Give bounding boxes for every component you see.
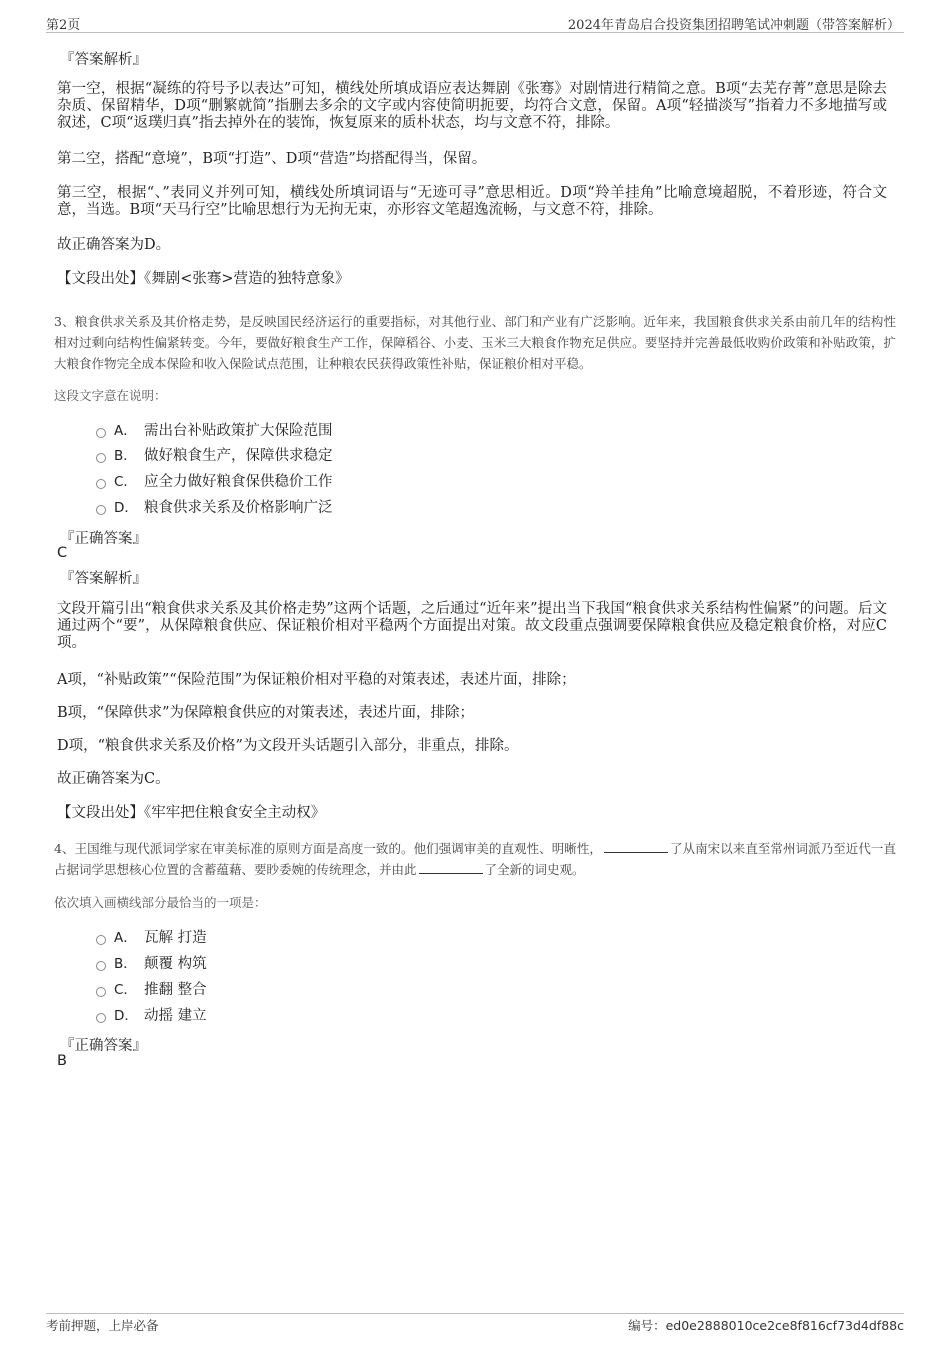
q3-analysis-paragraph-3: B项，“保障供求”为保障粮食供应的对策表述，表述片面，排除； [57,705,474,721]
footer-slogan: 考前押题，上岸必备 [46,1318,159,1333]
q4-text-part-1: 4、王国维与现代派词学家在审美标准的原则方面是高度一致的。他们强调审美的直观性、明晰性， [54,841,602,856]
q3-analysis-paragraph-4: D项，“粮食供求关系及价格”为文段开头话题引入部分，非重点，排除。 [57,738,519,754]
q3-option-c[interactable] [96,472,333,492]
fill-blank-1 [604,840,668,853]
q3-option-d[interactable] [96,498,333,518]
option-text: 瓦解 打造 [144,930,207,946]
radio-icon[interactable] [96,961,106,971]
q2-analysis-label: 『答案解析』 [60,52,147,68]
option-key: A． [114,930,137,946]
radio-icon[interactable] [96,1013,106,1023]
radio-icon[interactable] [96,935,106,945]
option-text: 做好粮食生产，保障供求稳定 [144,448,333,464]
q2-analysis-paragraph-1: 第一空，根据“凝练的符号予以表达”可知，横线处所填成语应表达舞剧《张骞》对剧情进行精简之意。B项“去芜存菁”意思是除去杂质、保留精华，D项“删繁就简”指删去多余的文字或内容使简明扼要，均符合文意，保留。A项“轻描淡写”指着力不多地描写或叙述，C项“返璞归真”指去掉外在的装饰，恢复原来的质朴状态，均与文意不符，排除。 [57,81,887,131]
fill-blank-2 [419,861,483,874]
option-key: D． [114,1008,138,1024]
q3-question-text: 3、粮食供求关系及其价格走势，是反映国民经济运行的重要指标，对其他行业、部门和产业有广泛影响。近年来，我国粮食供求关系由前几年的结构性相对过剩向结构性偏紧转变。今年，要做好粮食生产工作，保障稻谷、小麦、玉米三大粮食作物充足供应。要坚持并完善最低收购价政策和补贴政策，扩大粮食作物完全成本保险和收入保险试点范围，让种粮农民获得政策性补贴，保证粮价相对平稳。 [54,314,896,371]
q4-answer-label: 『正确答案』 [60,1038,147,1054]
radio-icon[interactable] [96,505,106,515]
page-number: 第2页 [46,18,81,33]
q4-prompt: 依次填入画横线部分最恰当的一项是： [54,895,267,910]
q2-analysis-paragraph-2: 第二空，搭配“意境”，B项“打造”、D项“营造”均搭配得当，保留。 [57,151,487,167]
option-key: B． [114,956,137,972]
document-id: 编号：ed0e2888010ce2ce8f816cf73d4df88c [628,1318,904,1333]
radio-icon[interactable] [96,987,106,997]
q4-text-part-2: 了从南宋以来直至常州词派乃至近代一直占据词学思想核心位置的含蓄蕴藉、要眇委婉的传统理念，并由此 [54,841,896,877]
option-key: C． [114,982,137,998]
q3-answer-label: 『正确答案』 [60,531,147,547]
option-text: 粮食供求关系及价格影响广泛 [144,500,333,516]
q4-option-c[interactable] [96,980,207,1000]
q2-conclusion: 故正确答案为D。 [57,237,171,253]
option-key: B． [114,448,137,464]
q3-analysis-paragraph-2: A项，“补贴政策”“保险范围”为保证粮价相对平稳的对策表述，表述片面，排除； [57,672,576,688]
option-key: C． [114,474,137,490]
q4-option-a[interactable] [96,928,207,948]
q3-option-a[interactable] [96,421,333,441]
q3-answer: C [57,545,68,561]
option-text: 需出台补贴政策扩大保险范围 [144,423,333,439]
radio-icon[interactable] [96,453,106,463]
q4-question-text [54,838,896,880]
radio-icon[interactable] [96,428,106,438]
q2-analysis-paragraph-3: 第三空，根据“、”表同义并列可知，横线处所填词语与“无迹可寻”意思相近。D项“羚羊挂角”比喻意境超脱，不着形迹，符合文意，当选。B项“天马行空”比喻思想行为无拘无束，亦形容文笔超逸流畅，与文意不符，排除。 [57,185,887,218]
q4-option-d[interactable] [96,1006,207,1026]
option-text: 颠覆 构筑 [144,956,207,972]
q4-option-b[interactable] [96,954,207,974]
q3-prompt: 这段文字意在说明： [54,388,167,403]
q4-answer: B [57,1053,67,1069]
option-text: 推翻 整合 [144,982,207,998]
option-key: D． [114,500,138,516]
option-key: A． [114,423,137,439]
option-text: 应全力做好粮食保供稳价工作 [144,474,333,490]
q3-source: 【文段出处】《牢牢把住粮食安全主动权》 [57,805,326,821]
radio-icon[interactable] [96,479,106,489]
q3-analysis-label: 『答案解析』 [60,571,147,587]
q3-option-b[interactable] [96,446,333,466]
option-text: 动摇 建立 [144,1008,207,1024]
q4-text-part-3: 了全新的词史观。 [484,862,585,877]
page-header [46,14,904,33]
document-title: 2024年青岛启合投资集团招聘笔试冲刺题（带答案解析） [567,18,900,33]
q3-conclusion: 故正确答案为C。 [57,771,170,787]
q3-analysis-paragraph-1: 文段开篇引出“粮食供求关系及其价格走势”这两个话题，之后通过“近年来”提出当下我国“粮食供求关系结构性偏紧”的问题。后文通过两个“要”，从保障粮食供应、保证粮价相对平稳两个方面提出对策。故文段重点强调要保障粮食供应及稳定粮食价格，对应C项。 [57,601,887,651]
page-footer [46,1313,904,1333]
q2-source: 【文段出处】《舞剧<张骞>营造的独特意象》 [57,271,350,287]
